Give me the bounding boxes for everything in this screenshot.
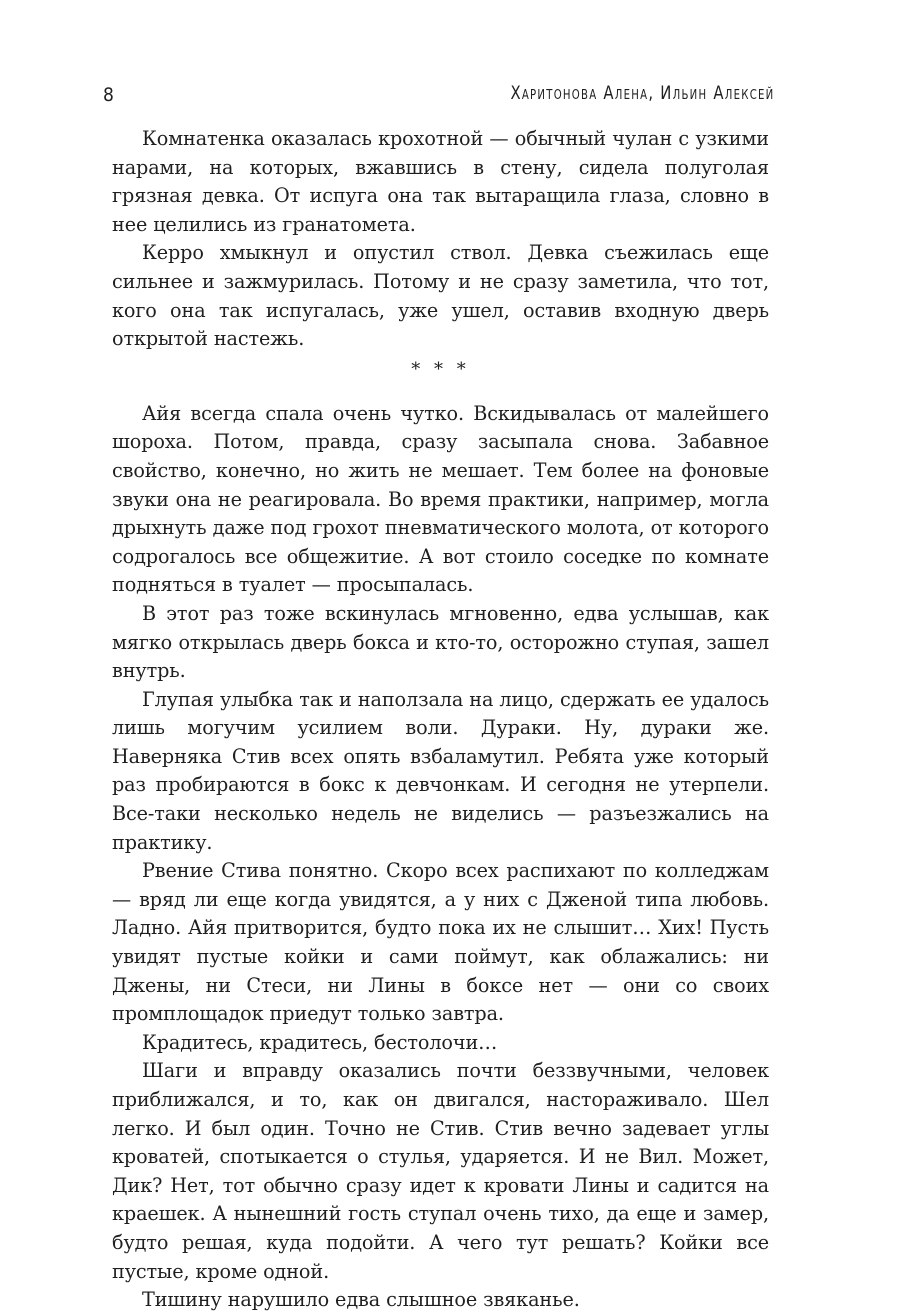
paragraph: Тишину нарушило едва слышное звяканье. — [142, 1288, 580, 1312]
section-separator: * * * — [411, 358, 470, 380]
paragraph: Рвение Стива понятно. Скоро всех распихают по колледжам — вряд ли еще когда увидятся, а у них с Дженой типа любовь. Ладно. Айя притворится, будто пока их не слышит… Хих! Пусть увидят пустые койки и сами поймут, как облажались: ни Джены, ни Стеси, ни Лины в боксе нет — они со своих промплощадок приедут только завтра. — [112, 859, 769, 1026]
page-header — [103, 78, 775, 112]
separator-gap — [112, 392, 769, 400]
paragraph: Шаги и вправду оказались почти беззвучными, человек приближался, и то, как он двигался, настораживало. Шел легко. И был один. Точно не Стив. Стив вечно задевает углы кроватей, спотыкается о стулья, ударяется. И не Вил. Может, Дик? Нет, тот обычно сразу идет к кровати Лины и садится на краешек. А нынешний гость ступал очень тихо, да еще и замер, будто решая, куда подойти. А чего тут решать? Койки все пустые, кроме одной. — [112, 1059, 769, 1283]
running-head: Харитонова Алена, Ильин Алексей — [510, 82, 775, 104]
paragraph: Крадитесь, крадитесь, бестолочи… — [142, 1030, 498, 1054]
paragraph: Айя всегда спала очень чутко. Вскидывалась от малейшего шороха. Потом, правда, сразу засыпала снова. Забавное свойство, конечно, но жить не мешает. Тем более на фоновые звуки она не реагировала. Во время практики, например, могла дрыхнуть даже под грохот пневматического молота, от которого содрогалось все общежитие. А вот стоило соседке по комнате подняться в туалет — просыпалась. — [112, 401, 769, 597]
paragraph: Керро хмыкнул и опустил ствол. Девка съежилась еще сильнее и зажмурилась. Потому и не сразу заметила, что тот, кого она так испугалась, уже ушел, оставив входную дверь открытой настежь. — [112, 241, 769, 351]
body-text — [112, 125, 769, 1315]
page-number: 8 — [103, 84, 115, 106]
paragraph: Комнатенка оказалась крохотной — обычный чулан с узкими нарами, на которых, вжавшись в стену, сидела полуголая грязная девка. От испуга она так вытаращила глаза, словно в нее целились из гранатомета. — [112, 127, 769, 236]
paragraph: Глупая улыбка так и наползала на лицо, сдержать ее удалось лишь могучим усилием воли. Дураки. Ну, дураки же. Наверняка Стив всех опять взбаламутил. Ребята уже который раз пробираются в бокс к девчонкам. И сегодня не утерпели. Все-таки несколько недель не виделись — разъезжались на практику. — [112, 687, 769, 854]
paragraph: В этот раз тоже вскинулась мгновенно, едва услышав, как мягко открылась дверь бокса и кто-то, осторожно ступая, зашел внутрь. — [112, 601, 769, 683]
